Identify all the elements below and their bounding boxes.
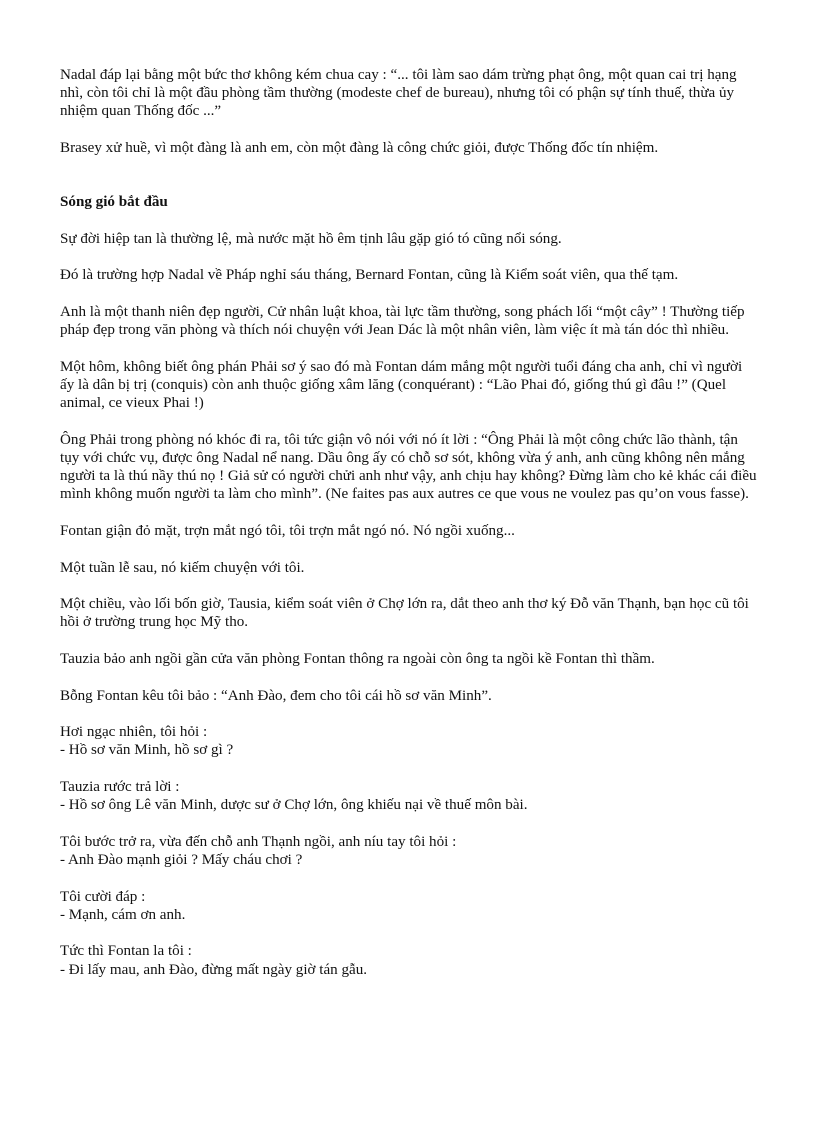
dialogue-paragraph (60, 833, 760, 869)
paragraph: Tauzia bảo anh ngồi gần cửa văn phòng Fontan thông ra ngoài còn ông ta ngồi kề Fontan thì thầm. (60, 650, 655, 667)
paragraph: Bỗng Fontan kêu tôi bảo : “Anh Đào, đem cho tôi cái hồ sơ văn Minh”. (60, 687, 492, 704)
paragraph: Đó là trường hợp Nadal về Pháp nghỉ sáu tháng, Bernard Fontan, cũng là Kiểm soát viên, qua thế tạm. (60, 267, 679, 284)
paragraph: Fontan giận đỏ mặt, trợn mắt ngó tôi, tôi trợn mắt ngó nó. Nó ngồi xuống... (60, 522, 515, 539)
dialogue-line: Tôi bước trở ra, vừa đến chỗ anh Thạnh ngồi, anh níu tay tôi hỏi : (60, 833, 457, 850)
paragraph: Một hôm, không biết ông phán Phải sơ ý sao đó mà Fontan dám mắng một người tuổi đáng cha anh, chỉ vì người ấy là dân bị trị (conquis) còn anh thuộc giống xâm lăng (conquérant) : “Lão Phai đó, giống thú gì đâu !” (Quel animal, ce vieux Phai !) (60, 358, 743, 412)
paragraph: Một chiều, vào lối bốn giờ, Tausia, kiểm soát viên ở Chợ lớn ra, dắt theo anh thơ ký Đỗ văn Thạnh, bạn học cũ tôi hồi ở trường trung học Mỹ tho. (60, 596, 749, 631)
dialogue-paragraph (60, 778, 760, 814)
dialogue-line: Tức thì Fontan la tôi : (60, 943, 192, 960)
dialogue-paragraph (60, 888, 760, 924)
paragraph: Một tuần lễ sau, nó kiếm chuyện với tôi. (60, 559, 305, 576)
paragraph: Nadal đáp lại bằng một bức thơ không kém chua cay : “... tôi làm sao dám trừng phạt ông, một quan cai trị hạng nhì, còn tôi chỉ là một đầu phòng tầm thường (modeste chef de bureau), nhưng tôi có phận sự tính thuế, thừa ủy nhiệm quan Thống đốc ...” (60, 67, 737, 120)
dialogue-paragraph (60, 942, 760, 978)
dialogue-line: Hơi ngạc nhiên, tôi hỏi : (60, 724, 208, 741)
paragraph: Sự đời hiệp tan là thường lệ, mà nước mặt hồ êm tịnh lâu gặp gió tó cũng nổi sóng. (60, 230, 562, 247)
dialogue-line: - Hồ sơ ông Lê văn Minh, dược sư ở Chợ lớn, ông khiếu nại về thuế môn bài. (60, 797, 528, 814)
dialogue-line: Tôi cười đáp : (60, 888, 146, 905)
paragraph: Anh là một thanh niên đẹp người, Cử nhân luật khoa, tài lực tầm thường, song phách lối “một cây” ! Thường tiếp pháp đẹp trong văn phòng và thích nói chuyện với Jean Dác là một nhân viên, làm việc ít mà tán dóc thì nhiều. (60, 303, 745, 339)
dialogue-line: - Mạnh, cám ơn anh. (60, 906, 186, 923)
dialogue-line: - Anh Đào mạnh giỏi ? Mấy cháu chơi ? (60, 851, 303, 868)
document-page (60, 66, 760, 997)
dialogue-line: - Đi lấy mau, anh Đào, đừng mất ngày giờ tán gẫu. (60, 961, 368, 978)
paragraph: Brasey xử huề, vì một đàng là anh em, còn một đàng là công chức giỏi, được Thống đốc tín nhiệm. (60, 140, 659, 156)
dialogue-paragraph (60, 723, 760, 759)
paragraph: Ông Phải trong phòng nó khóc đi ra, tôi tức giận vô nói với nó ít lời : “Ông Phải là một công chức lão thành, tận tụy với chức vụ, được ông Nadal nể nang. Dầu ông ấy có chỗ sơ sót, không vừa ý anh, anh cũng không nên mắng người ta là thú nầy thú nọ ! Giả sử có người chửi anh như vậy, anh chịu hay không? Đừng làm cho kẻ khác cái điều mình không muốn người ta làm cho mình”. (Ne faites pas aux autres ce que vous ne voulez pas qu’on vous fasse). (60, 431, 757, 503)
section-heading: Sóng gió bắt đầu (60, 194, 168, 211)
dialogue-line: Tauzia rước trả lời : (60, 778, 180, 795)
dialogue-line: - Hồ sơ văn Minh, hồ sơ gì ? (60, 742, 234, 759)
